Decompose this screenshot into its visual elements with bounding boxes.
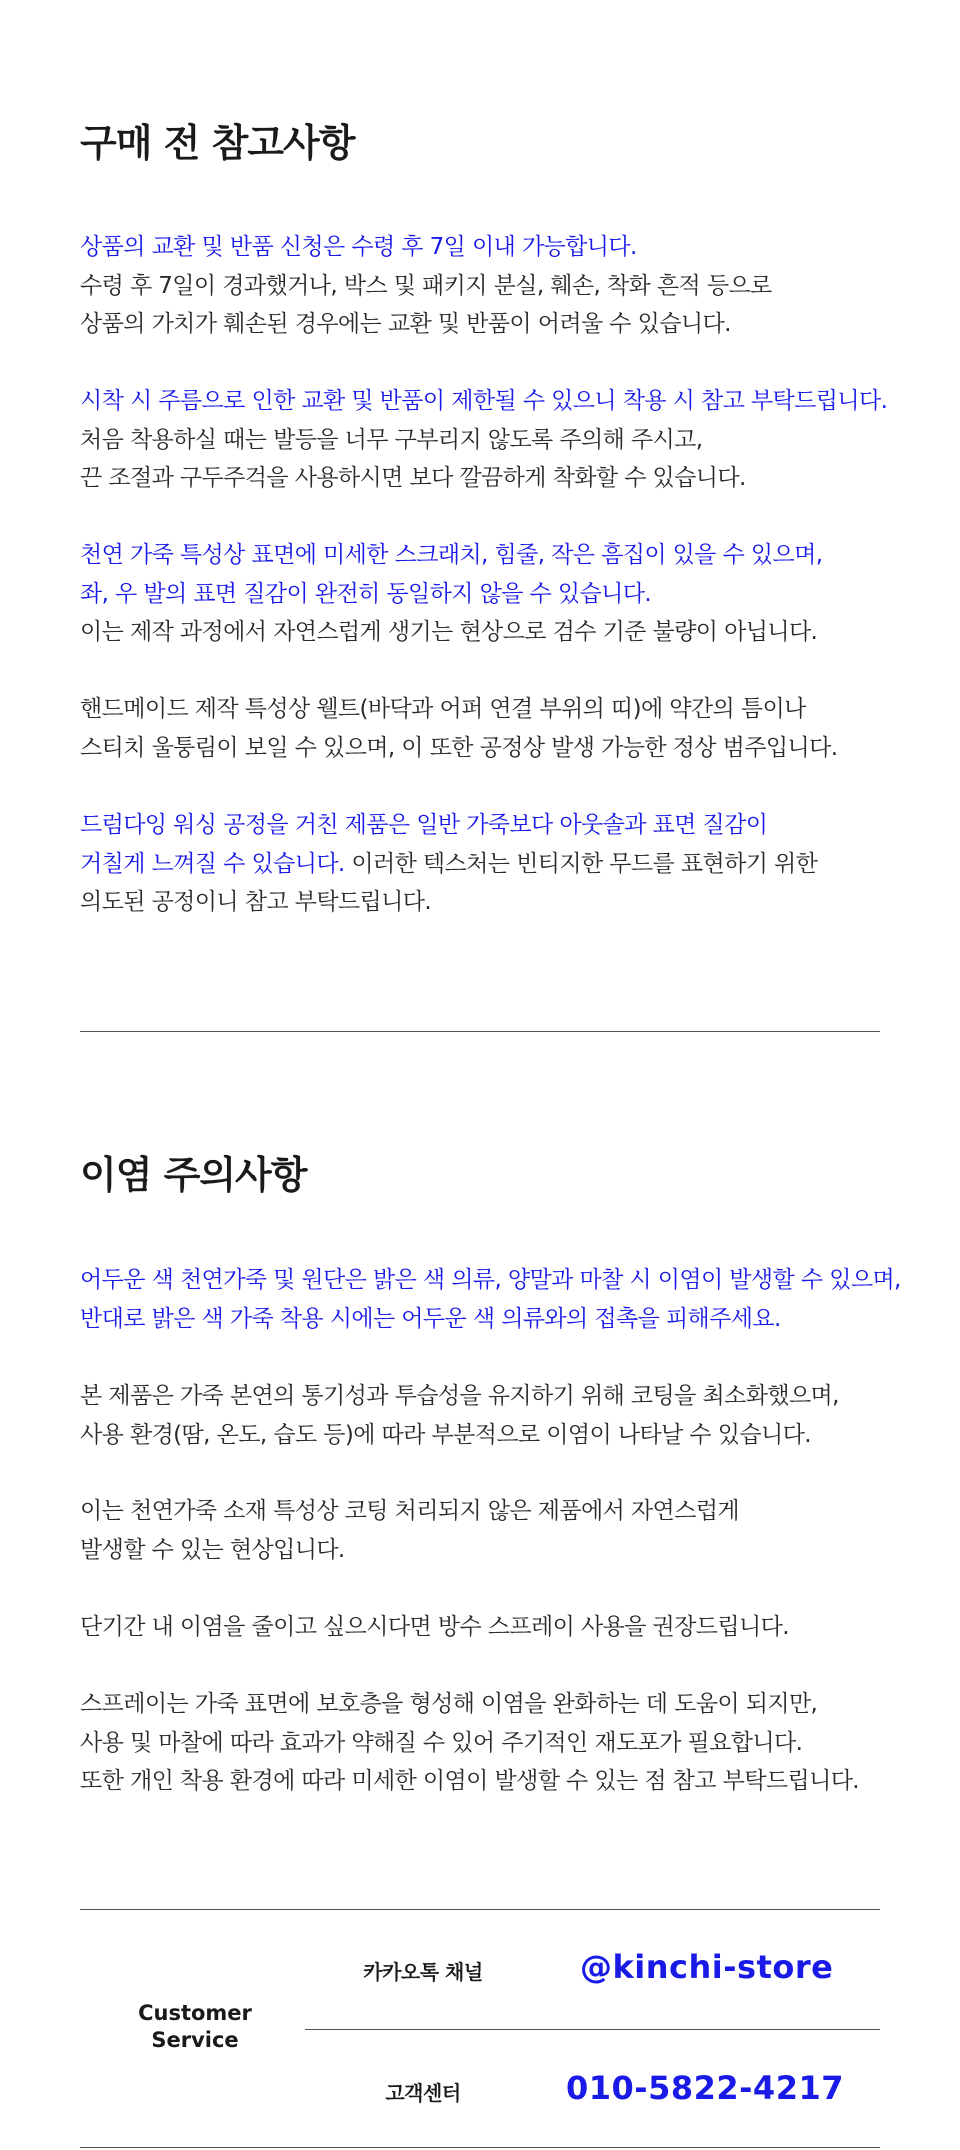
section-divider	[80, 1031, 880, 1032]
customer-service-inner-divider	[305, 2029, 880, 2030]
purchase-notes-title: 구매 전 참고사항	[80, 121, 355, 165]
return-policy-text: 상품의 가치가 훼손된 경우에는 교환 및 반품이 어려울 수 있습니다.	[80, 311, 731, 337]
drum-dyeing-text: 의도된 공정이니 참고 부탁드립니다.	[80, 889, 432, 915]
drum-dyeing-paragraph	[80, 806, 900, 922]
coating-paragraph	[80, 1377, 900, 1454]
spray-recommendation-paragraph	[80, 1608, 900, 1647]
natural-phenomenon-text: 발생할 수 있는 현상입니다.	[80, 1536, 345, 1563]
try-on-text: 처음 착용하실 때는 발등을 너무 구부리지 않도록 주의해 주시고,	[80, 426, 703, 453]
drum-dyeing-highlight: 드럼다잉 워싱 공정을 거친 제품은 일반 가죽보다 아웃솔과 표면 질감이	[80, 812, 768, 838]
dye-transfer-warning-paragraph	[80, 1261, 900, 1338]
spray-recommendation-text: 단기간 내 이염을 줄이고 싶으시다면 방수 스프레이 사용을 권장드립니다.	[80, 1614, 789, 1640]
natural-phenomenon-paragraph	[80, 1492, 900, 1569]
leather-character-highlight: 좌, 우 발의 표면 질감이 완전히 동일하지 않을 수 있습니다.	[80, 580, 652, 607]
leather-character-paragraph	[80, 536, 900, 652]
return-policy-paragraph	[80, 228, 900, 344]
dye-notes-title: 이염 주의사항	[80, 1153, 307, 1197]
customer-service-bottom-divider	[80, 2147, 880, 2148]
dye-transfer-warning-highlight: 반대로 밝은 색 가죽 착용 시에는 어두운 색 의류와의 접촉을 피해주세요.	[80, 1305, 781, 1332]
spray-detail-text: 또한 개인 착용 환경에 따라 미세한 이염이 발생할 수 있는 점 참고 부탁드립니다.	[80, 1768, 860, 1794]
try-on-text: 끈 조절과 구두주걱을 사용하시면 보다 깔끔하게 착화할 수 있습니다.	[80, 465, 746, 491]
return-policy-text: 수령 후 7일이 경과했거나, 박스 및 패키지 분실, 훼손, 착화 흔적 등으로	[80, 272, 772, 299]
customer-service-top-divider	[80, 1909, 880, 1910]
handmade-welt-text: 핸드메이드 제작 특성상 웰트(바닥과 어퍼 연결 부위의 띠)에 약간의 틈이나	[80, 696, 806, 722]
customer-service-label-line1: Customer	[138, 2001, 252, 2025]
dye-transfer-warning-highlight: 어두운 색 천연가죽 및 원단은 밝은 색 의류, 양말과 마찰 시 이염이 발생할 수 있으며,	[80, 1267, 901, 1293]
coating-text: 본 제품은 가죽 본연의 통기성과 투습성을 유지하기 위해 코팅을 최소화했으며,	[80, 1383, 839, 1409]
drum-dyeing-text: 이러한 텍스처는 빈티지한 무드를 표현하기 위한	[344, 850, 818, 877]
handmade-welt-paragraph	[80, 690, 900, 767]
natural-phenomenon-text: 이는 천연가죽 소재 특성상 코팅 처리되지 않은 제품에서 자연스럽게	[80, 1498, 739, 1524]
handmade-welt-text: 스티치 울퉁림이 보일 수 있으며, 이 또한 공정상 발생 가능한 정상 범주입니다.	[80, 734, 838, 761]
drum-dyeing-mixed-line	[80, 845, 900, 884]
support-center-label: 고객센터	[385, 2081, 461, 2105]
leather-character-text: 이는 제작 과정에서 자연스럽게 생기는 현상으로 검수 기준 불량이 아닙니다.	[80, 619, 818, 645]
leather-character-highlight: 천연 가죽 특성상 표면에 미세한 스크래치, 힘줄, 작은 흠집이 있을 수 있으며,	[80, 542, 823, 568]
kakao-channel-label: 카카오톡 채널	[363, 1960, 483, 1984]
customer-service-label-line2: Service	[151, 2028, 239, 2052]
return-policy-highlight: 상품의 교환 및 반품 신청은 수령 후 7일 이내 가능합니다.	[80, 234, 637, 260]
support-phone-link[interactable]: 010-5822-4217	[566, 2069, 844, 2107]
try-on-paragraph	[80, 382, 900, 498]
kakao-channel-link[interactable]: @kinchi-store	[580, 1948, 834, 1986]
drum-dyeing-highlight: 거칠게 느껴질 수 있습니다.	[80, 850, 345, 877]
spray-detail-text: 사용 및 마찰에 따라 효과가 약해질 수 있어 주기적인 재도포가 필요합니다.	[80, 1729, 803, 1756]
spray-detail-paragraph	[80, 1685, 900, 1801]
customer-service-label	[120, 2000, 270, 2054]
try-on-highlight: 시착 시 주름으로 인한 교환 및 반품이 제한될 수 있으니 착용 시 참고 부탁드립니다.	[80, 388, 888, 414]
coating-text: 사용 환경(땀, 온도, 습도 등)에 따라 부분적으로 이염이 나타날 수 있습니다.	[80, 1421, 811, 1448]
spray-detail-text: 스프레이는 가죽 표면에 보호층을 형성해 이염을 완화하는 데 도움이 되지만,	[80, 1691, 818, 1717]
